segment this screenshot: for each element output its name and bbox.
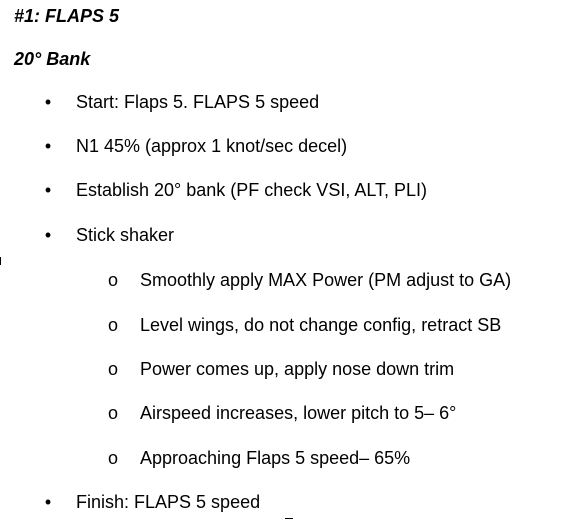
list-item-text: Establish 20° bank (PF check VSI, ALT, PLI)	[76, 180, 428, 200]
bullet-icon: •	[44, 492, 52, 512]
text-cursor[interactable]	[285, 518, 293, 519]
sub-list-item-text: Power comes up, apply nose down trim	[140, 359, 455, 379]
section-subtitle: 20° Bank	[14, 49, 91, 69]
sub-list-item-text: Airspeed increases, lower pitch to 5– 6°	[140, 403, 457, 423]
bullet-icon: •	[44, 180, 52, 200]
margin-tick	[0, 257, 1, 265]
list-item-text: Finish: FLAPS 5 speed	[76, 492, 261, 512]
sub-bullet-icon: o	[108, 448, 119, 468]
sub-bullet-icon: o	[108, 359, 119, 379]
sub-bullet-icon: o	[108, 315, 119, 335]
sub-list-item-text: Smoothly apply MAX Power (PM adjust to GA)	[140, 270, 512, 290]
list-item-text: Start: Flaps 5. FLAPS 5 speed	[76, 92, 320, 112]
list-item-text: N1 45% (approx 1 knot/sec decel)	[76, 136, 348, 156]
bullet-icon: •	[44, 136, 52, 156]
bullet-icon: •	[44, 225, 52, 245]
sub-bullet-icon: o	[108, 403, 119, 423]
list-item-text: Stick shaker	[76, 225, 175, 245]
bullet-icon: •	[44, 92, 52, 112]
sub-bullet-icon: o	[108, 270, 119, 290]
sub-list-item-text: Level wings, do not change config, retract SB	[140, 315, 502, 335]
section-title: #1: FLAPS 5	[14, 6, 120, 26]
sub-list-item-text: Approaching Flaps 5 speed– 65%	[140, 448, 411, 468]
